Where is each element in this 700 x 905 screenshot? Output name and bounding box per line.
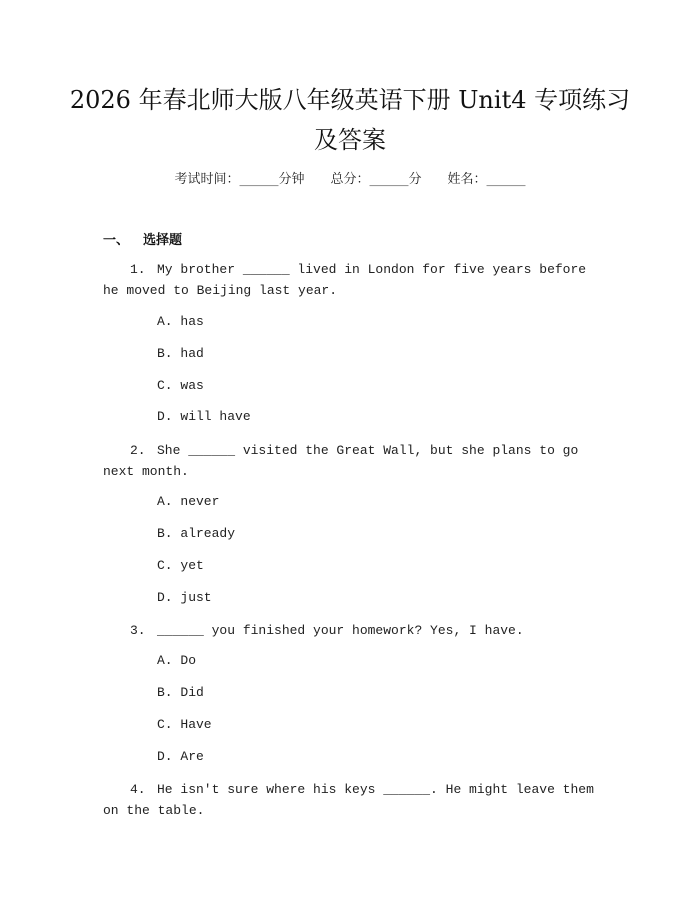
question-2-option-c: C. yet	[157, 558, 204, 573]
question-1-option-c: C. was	[157, 378, 204, 393]
student-name-label: 姓名：______	[447, 172, 526, 187]
question-3	[103, 620, 603, 641]
question-text: ______ you finished your homework? Yes, I have.	[157, 623, 524, 638]
section-number: 一、	[103, 233, 130, 248]
question-3-option-c: C. Have	[157, 717, 212, 732]
exam-meta	[0, 168, 700, 187]
section-title: 选择题	[143, 233, 183, 248]
question-text: He isn't sure where his keys ______. He might leave them on the table.	[103, 782, 594, 818]
question-text: She ______ visited the Great Wall, but she plans to go next month.	[103, 443, 579, 479]
question-text: My brother ______ lived in London for five years before he moved to Beijing last year.	[103, 262, 587, 298]
question-2	[103, 440, 603, 482]
question-1	[103, 259, 603, 301]
question-1-option-b: B. had	[157, 346, 204, 361]
question-2-option-a: A. never	[157, 494, 220, 509]
section-heading	[103, 229, 182, 248]
question-number: 2.	[130, 443, 146, 458]
question-1-option-d: D. will have	[157, 409, 251, 424]
question-1-option-a: A. has	[157, 314, 204, 329]
question-3-option-b: B. Did	[157, 685, 204, 700]
document-title: 2026 年春北师大版八年级英语下册 Unit4 专项练习及答案	[69, 86, 631, 154]
question-3-option-d: D. Are	[157, 749, 204, 764]
question-2-option-b: B. already	[157, 526, 236, 541]
question-2-option-d: D. just	[157, 590, 212, 605]
exam-time-label: 考试时间：______分钟	[174, 172, 305, 187]
question-3-option-a: A. Do	[157, 653, 197, 668]
question-number: 3.	[130, 623, 146, 638]
total-score-label: 总分：______分	[330, 172, 422, 187]
question-4	[103, 779, 603, 821]
question-number: 4.	[130, 782, 146, 797]
question-number: 1.	[130, 262, 146, 277]
